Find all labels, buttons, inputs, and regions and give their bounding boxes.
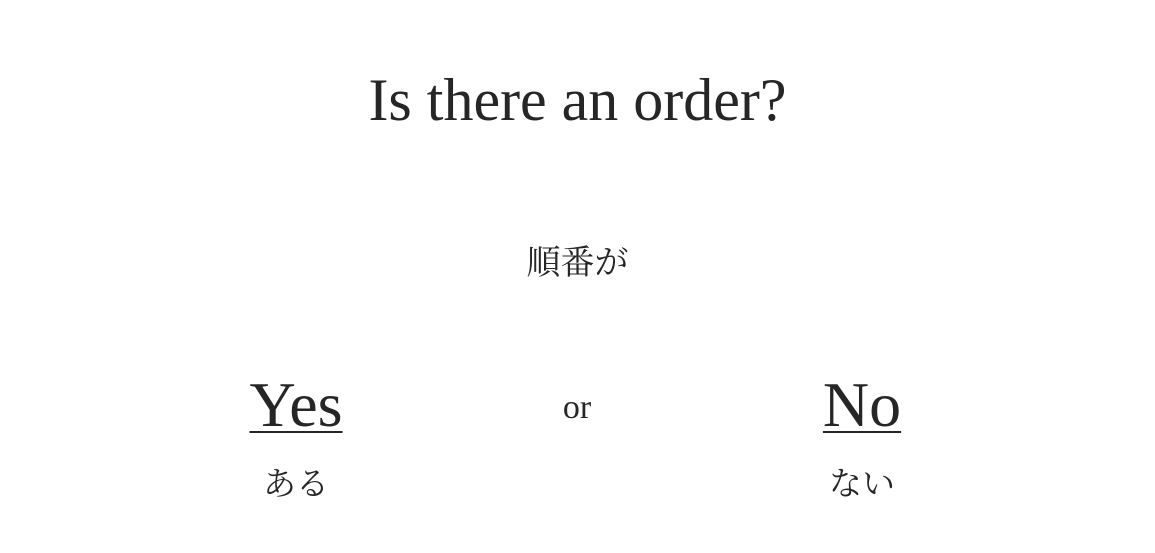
no-label-jp: ない (829, 464, 895, 503)
or-separator: or (562, 389, 592, 426)
question-subtitle-jp: 順番が (526, 243, 629, 283)
question-title: Is there an order? (368, 67, 787, 133)
no-choice (762, 370, 962, 506)
yes-label-jp: ある (263, 464, 329, 503)
yes-choice (196, 370, 396, 506)
yes-link[interactable]: Yes (249, 369, 343, 440)
no-link[interactable]: No (822, 369, 902, 440)
